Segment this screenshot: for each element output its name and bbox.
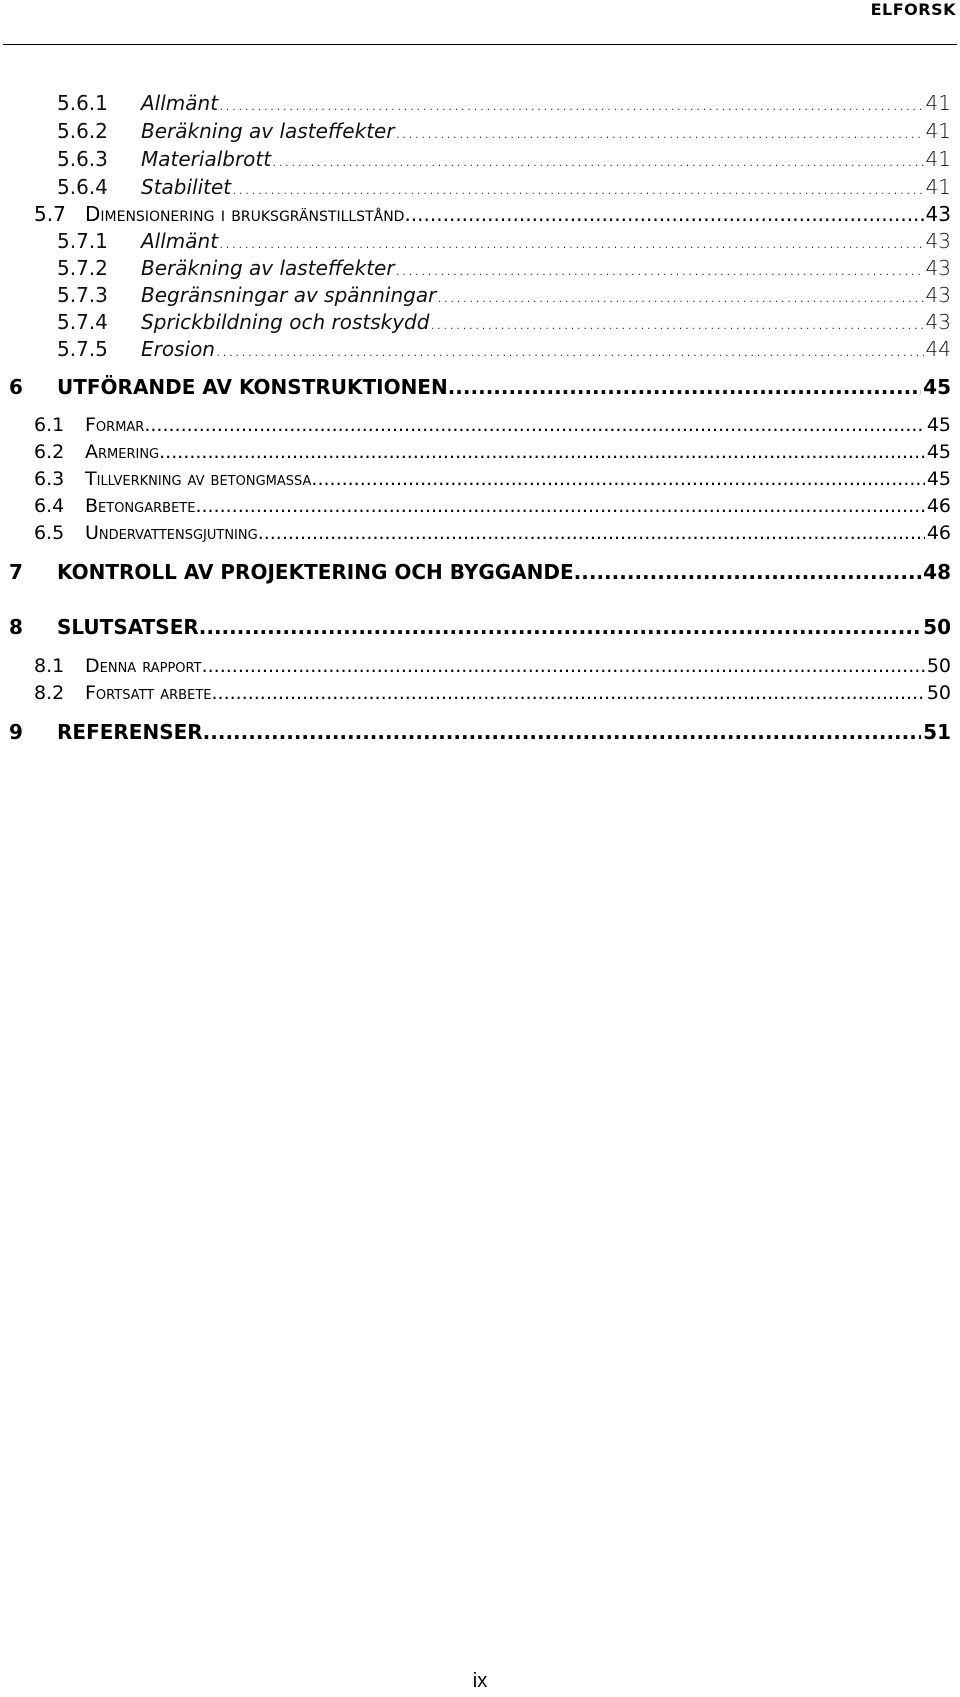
- toc-title: Erosion: [141, 337, 215, 361]
- toc-leader: [436, 283, 923, 307]
- toc-page: 51: [923, 720, 951, 744]
- toc-page: 43: [925, 256, 951, 280]
- toc-title: Begränsningar av spänningar: [141, 283, 437, 307]
- toc-title: Materialbrott: [141, 147, 272, 171]
- toc-title: Beräkning av lasteffekter: [141, 119, 395, 143]
- toc-leader: [429, 310, 923, 334]
- toc-entry-9[interactable]: [9, 720, 951, 744]
- toc-page: 45: [926, 441, 951, 463]
- toc-entry-6-3[interactable]: [34, 468, 951, 490]
- toc-title: Allmänt: [141, 91, 219, 115]
- toc-title: KONTROLL AV PROJEKTERING OCH BYGGANDE: [57, 560, 574, 584]
- toc-entry-5-6-3[interactable]: [57, 147, 951, 171]
- toc-leader: [211, 682, 924, 704]
- toc-title: UTFÖRANDE AV KONSTRUKTIONEN: [57, 375, 448, 399]
- toc-title: Fortsatt arbete: [85, 682, 212, 704]
- toc-page: 41: [925, 119, 951, 143]
- toc-entry-5-7-3[interactable]: [57, 283, 951, 307]
- toc-page: 46: [926, 495, 951, 517]
- toc-title: Undervattensgjutning: [85, 522, 258, 544]
- toc-page: 41: [925, 147, 951, 171]
- toc-title: Tillverkning av betongmassa: [85, 468, 312, 490]
- toc-title: Armering: [85, 441, 160, 463]
- toc-number: 5.7.3: [57, 283, 108, 307]
- toc-entry-5-6-1[interactable]: [57, 91, 951, 115]
- toc-page: 43: [925, 310, 951, 334]
- toc-entry-6-4[interactable]: [34, 495, 951, 517]
- toc-number: 5.7.4: [57, 310, 108, 334]
- toc-number: 6.2: [34, 441, 65, 463]
- page-number: ix: [472, 1670, 488, 1692]
- toc-entry-5-7[interactable]: [34, 202, 951, 226]
- toc-entry-8-2[interactable]: [34, 682, 951, 704]
- toc-leader: [404, 202, 923, 226]
- toc-number: 8.2: [34, 682, 65, 704]
- toc-number: 6.4: [34, 495, 65, 517]
- toc-entry-8[interactable]: [9, 615, 951, 639]
- toc-entry-5-6-4[interactable]: [57, 175, 951, 199]
- toc-number: 7: [9, 560, 23, 584]
- toc-entry-7[interactable]: [9, 560, 951, 584]
- toc-leader: [199, 615, 921, 639]
- toc-entry-6-5[interactable]: [34, 522, 951, 544]
- toc-page: 45: [926, 414, 951, 436]
- toc-leader: [231, 175, 923, 199]
- toc-entry-8-1[interactable]: [34, 655, 951, 677]
- toc-entry-5-6-2[interactable]: [57, 119, 951, 143]
- toc-leader: [159, 441, 925, 463]
- toc-page: 50: [926, 655, 951, 677]
- toc-leader: [448, 375, 921, 399]
- toc-number: 6: [9, 375, 23, 399]
- toc-page: 43: [925, 283, 951, 307]
- toc-number: 8: [9, 615, 23, 639]
- toc-number: 6.5: [34, 522, 65, 544]
- toc-page: 43: [925, 202, 951, 226]
- toc-page: 45: [926, 468, 951, 490]
- toc-title: SLUTSATSER: [57, 615, 199, 639]
- toc-leader: [311, 468, 924, 490]
- toc-leader: [258, 522, 925, 544]
- toc-leader: [203, 720, 922, 744]
- toc-entry-5-7-4[interactable]: [57, 310, 951, 334]
- toc-leader: [218, 229, 923, 253]
- toc-title: REFERENSER: [57, 720, 203, 744]
- toc-number: 5.6.2: [57, 119, 108, 143]
- toc-leader: [395, 256, 924, 280]
- toc-number: 6.3: [34, 468, 65, 490]
- toc-number: 5.6.4: [57, 175, 108, 199]
- toc-number: 5.7: [34, 202, 66, 226]
- header-divider: [3, 44, 957, 45]
- toc-leader: [218, 91, 923, 115]
- toc-number: 8.1: [34, 655, 65, 677]
- toc-leader: [195, 495, 924, 517]
- toc-number: 5.7.5: [57, 337, 108, 361]
- toc-entry-5-7-2[interactable]: [57, 256, 951, 280]
- toc-leader: [215, 337, 924, 361]
- toc-number: 5.6.1: [57, 91, 108, 115]
- toc-entry-6-2[interactable]: [34, 441, 951, 463]
- toc-leader: [574, 560, 922, 584]
- toc-entry-6-1[interactable]: [34, 414, 951, 436]
- toc-title: Betongarbete: [85, 495, 196, 517]
- toc-title: Stabilitet: [141, 175, 232, 199]
- toc-page: 41: [925, 175, 951, 199]
- toc-title: Allmänt: [141, 229, 219, 253]
- toc-page: 46: [926, 522, 951, 544]
- toc-number: 5.6.3: [57, 147, 108, 171]
- toc-page: 43: [925, 229, 951, 253]
- toc-entry-6[interactable]: [9, 375, 951, 399]
- toc-page: 48: [923, 560, 951, 584]
- toc-page: 50: [926, 682, 951, 704]
- toc-number: 9: [9, 720, 23, 744]
- toc-title: Dimensionering i bruksgränstillstånd: [85, 202, 405, 226]
- toc-title: Formar: [85, 414, 145, 436]
- toc-number: 6.1: [34, 414, 65, 436]
- header-brand: ELFORSK: [870, 0, 956, 19]
- toc-number: 5.7.1: [57, 229, 108, 253]
- toc-page: 50: [923, 615, 951, 639]
- toc-title: Beräkning av lasteffekter: [141, 256, 395, 280]
- toc-entry-5-7-1[interactable]: [57, 229, 951, 253]
- toc-leader: [271, 147, 923, 171]
- toc-title: Denna rapport: [85, 655, 202, 677]
- toc-entry-5-7-5[interactable]: [57, 337, 951, 361]
- toc-leader: [144, 414, 924, 436]
- toc-leader: [202, 655, 925, 677]
- toc-title: Sprickbildning och rostskydd: [141, 310, 430, 334]
- toc-number: 5.7.2: [57, 256, 108, 280]
- toc-page: 41: [925, 91, 951, 115]
- toc-page: 45: [923, 375, 951, 399]
- toc-page: 44: [925, 337, 951, 361]
- toc-leader: [395, 119, 924, 143]
